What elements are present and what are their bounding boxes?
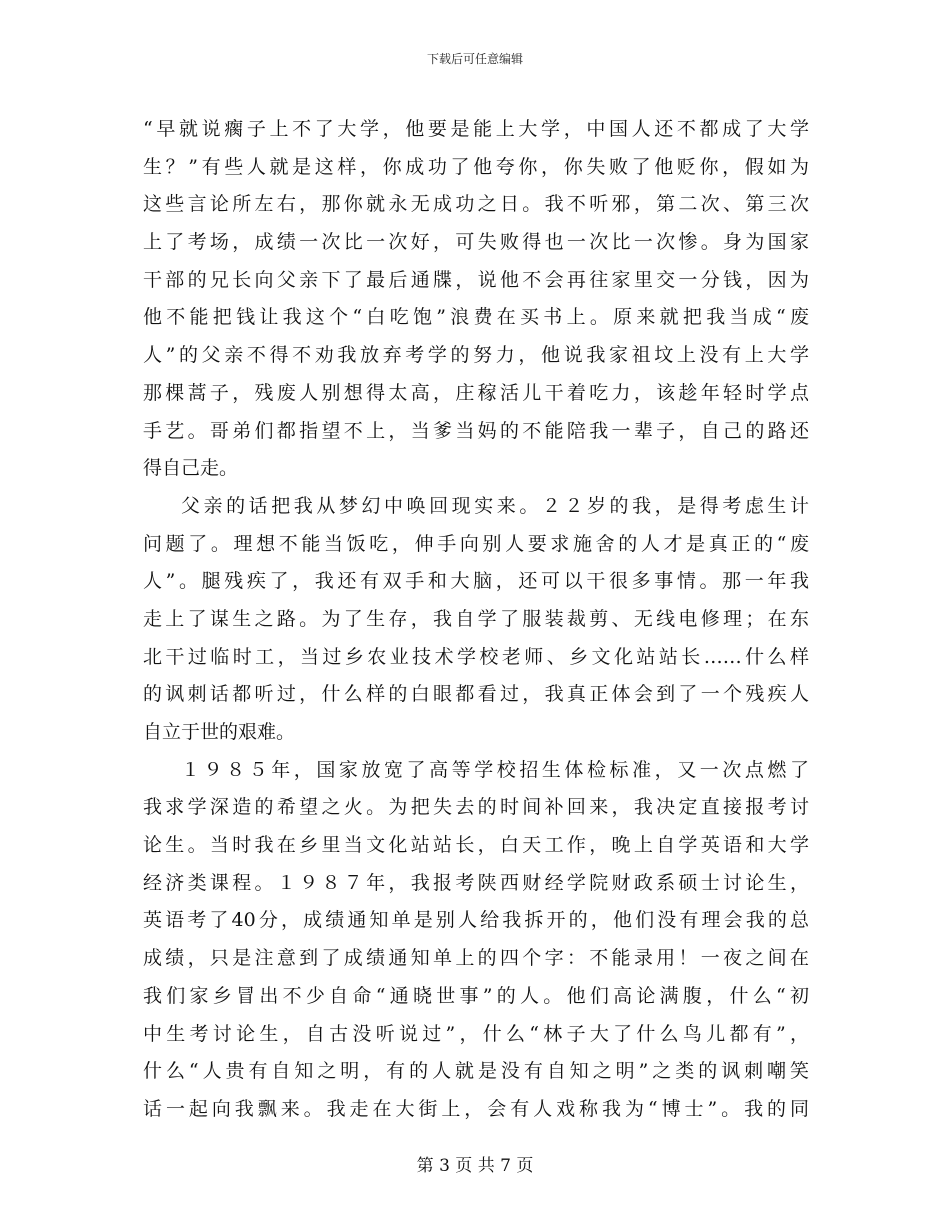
text-line: 我们家乡冒出不少自命“通晓世事”的人。他们高论满腹，什么“初 [143, 984, 809, 1007]
text-line: 英语考了40分，成绩通知单是别人给我拆开的，他们没有理会我的总 [143, 909, 809, 932]
text-line: 中生考讨论生，自古没听说过”，什么“林子大了什么鸟儿都有”， [143, 1022, 809, 1045]
page-header-note: 下载后可任意编辑 [426, 52, 523, 66]
text-line: 人”的父亲不得不劝我放弃考学的努力，他说我家祖坟上没有上大学 [143, 344, 809, 367]
text-line: 人”。腿残疾了，我还有双手和大脑，还可以干很多事情。那一年我 [143, 570, 809, 593]
text-line: 成绩，只是注意到了成绩通知单上的四个字：不能录用！一夜之间在 [143, 947, 809, 970]
text-line: 干部的兄长向父亲下了最后通牒，说他不会再往家里交一分钱，因为 [143, 268, 809, 291]
text-line: 话一起向我飘来。我走在大街上，会有人戏称我为“博士”。我的同 [143, 1097, 809, 1120]
text-line: 他不能把钱让我这个“白吃饱”浪费在买书上。原来就把我当成“废 [143, 306, 809, 329]
text-line: 手艺。哥弟们都指望不上，当爹当妈的不能陪我一辈子，自己的路还 [143, 419, 809, 442]
text-line: 走上了谋生之路。为了生存，我自学了服装裁剪、无线电修理；在东 [143, 607, 809, 630]
text-line: 上了考场，成绩一次比一次好，可失败得也一次比一次惨。身为国家 [143, 231, 809, 254]
text-line: 论生。当时我在乡里当文化站站长，白天工作，晚上自学英语和大学 [143, 834, 809, 857]
text-line: 经济类课程。１９８７年，我报考陕西财经学院财政系硕士讨论生， [143, 871, 809, 894]
text-line: 父亲的话把我从梦幻中唤回现实来。２２岁的我，是得考虑生计 [181, 494, 809, 517]
text-line: 我求学深造的希望之火。为把失去的时间补回来，我决定直接报考讨 [143, 796, 809, 819]
text-line: 这些言论所左右，那你就永无成功之日。我不听邪，第二次、第三次 [143, 193, 809, 216]
text-line: 北干过临时工，当过乡农业技术学校老师、乡文化站站长……什么样 [143, 645, 809, 668]
text-line: 得自己走。 [143, 457, 239, 480]
text-line: 生？”有些人就是这样，你成功了他夸你，你失败了他贬你，假如为 [143, 155, 809, 178]
text-line: 的讽刺话都听过，什么样的白眼都看过，我真正体会到了一个残疾人 [143, 683, 809, 706]
text-line: 什么“人贵有自知之明，有的人就是没有自知之明”之类的讽刺嘲笑 [143, 1060, 809, 1083]
page-number: 第 3 页 共 7 页 [416, 1156, 534, 1176]
document-body [143, 111, 809, 1129]
text-line: １９８５年，国家放宽了高等学校招生体检标准，又一次点燃了 [181, 758, 809, 781]
text-line: 那棵蒿子，残废人别想得太高，庄稼活儿干着吃力，该趁年轻时学点 [143, 381, 809, 404]
text-line: 问题了。理想不能当饭吃，伸手向别人要求施舍的人才是真正的“废 [143, 532, 809, 555]
text-line: “早就说瘸子上不了大学，他要是能上大学，中国人还不都成了大学 [143, 118, 809, 140]
text-line: 自立于世的艰难。 [143, 721, 296, 743]
